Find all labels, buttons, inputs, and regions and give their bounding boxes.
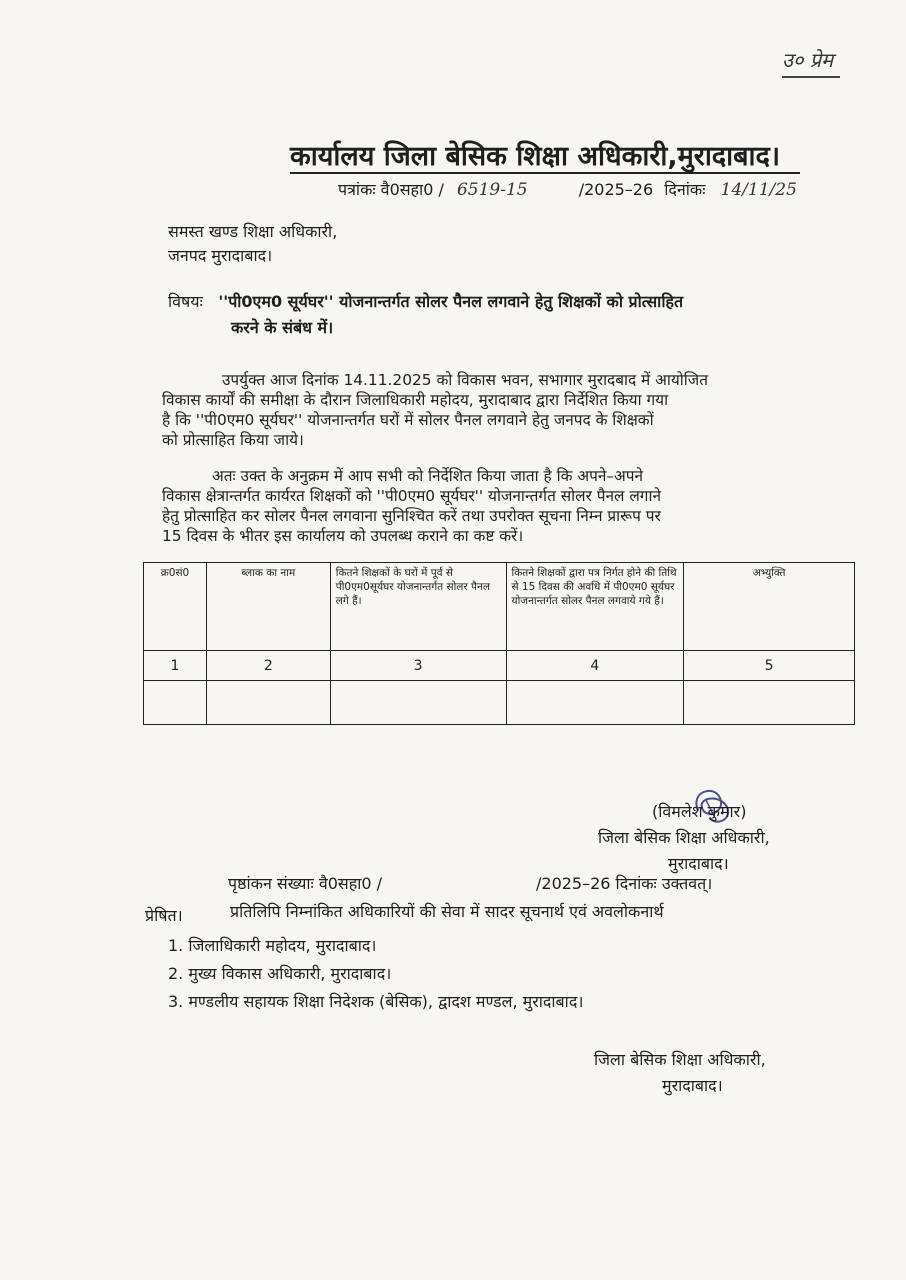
col-number: 3: [330, 651, 506, 681]
recipient-line-2: जनपद मुरादाबाद।: [168, 246, 273, 265]
endorsement-date: /2025–26 दिनांकः उक्तवत्।: [536, 874, 713, 893]
corner-note-underline: [782, 76, 840, 78]
signatory-designation: जिला बेसिक शिक्षा अधिकारी,: [598, 828, 770, 847]
signatory-place: मुरादाबाद।: [668, 854, 729, 873]
endorsement-number: पृष्ठांकन संख्याः वै0सहा0 /: [228, 874, 383, 893]
para1-line: विकास कार्यों की समीक्षा के दौरान जिलाधिकारी महोदय, मुरादाबाद द्वारा निर्देशित किया गया: [162, 391, 669, 409]
title-underline: [290, 172, 800, 174]
report-format-table: [143, 562, 855, 725]
date-handwritten: 14/11/25: [720, 180, 797, 200]
para2-line: हेतु प्रोत्साहित कर सोलर पैनल लगवाना सुनिश्चित करें तथा उपरोक्त सूचना निम्न प्रारूप पर: [162, 507, 661, 525]
header-new-panels: कितने शिक्षकों द्वारा पत्र निर्गत होने की तिथि से 15 दिवस की अवधि में पी0एम0 सूर्यघर योजनान्तर्गत सोलर पैनल लगवाये गये हैं।: [506, 563, 684, 651]
col-number: 1: [144, 651, 207, 681]
recipient-line-1: समस्त खण्ड शिक्षा अधिकारी,: [168, 222, 338, 241]
body-paragraph-1: [162, 370, 862, 450]
table-empty-row: [144, 681, 855, 725]
corner-handwritten-note: उ० प्रेम: [782, 48, 834, 72]
col-number: 2: [206, 651, 330, 681]
ref-number-handwritten: 6519-15: [456, 180, 528, 200]
para2-line: विकास क्षेत्रान्तर्गत कार्यरत शिक्षकों को ''पी0एम0 सूर्यघर'' योजनान्तर्गत सोलर पैनल लगाने: [162, 487, 661, 505]
subject-line-1: [168, 290, 683, 312]
date-label: दिनांकः: [664, 180, 706, 199]
copy-to-line-2: प्रेषित।: [145, 906, 183, 925]
para2-line: 15 दिवस के भीतर इस कार्यालय को उपलब्ध कराने का कष्ट करें।: [162, 527, 524, 545]
copy-to-line-1: प्रतिलिपि निम्नांकित अधिकारियों की सेवा में सादर सूचनार्थ एवं अवलोकनार्थ: [230, 902, 664, 921]
cc-list-item: 3. मण्डलीय सहायक शिक्षा निदेशक (बेसिक), द्वादश मण्डल, मुरादाबाद।: [168, 992, 584, 1011]
subject-text-1: ''पी0एम0 सूर्यघर'' योजनान्तर्गत सोलर पैनल लगवाने हेतु शिक्षकों को प्रोत्साहित: [218, 292, 684, 311]
header-remarks: अभ्युक्ति: [684, 563, 855, 651]
empty-cell: [330, 681, 506, 725]
para1-line: उपर्युक्त आज दिनांक 14.11.2025 को विकास भवन, सभागार मुरादबाद में आयोजित: [222, 371, 708, 389]
para2-line: अतः उक्त के अनुक्रम में आप सभी को निर्देशित किया जाता है कि अपने–अपने: [212, 467, 644, 485]
empty-cell: [506, 681, 684, 725]
reference-line: [338, 178, 797, 200]
empty-cell: [206, 681, 330, 725]
col-number: 4: [506, 651, 684, 681]
ref-year: /2025–26: [578, 180, 654, 199]
cc-list-item: 1. जिलाधिकारी महोदय, मुरादाबाद।: [168, 936, 377, 955]
cc-list-item: 2. मुख्य विकास अधिकारी, मुरादाबाद।: [168, 964, 392, 983]
footer-place: मुरादाबाद।: [662, 1076, 723, 1095]
empty-cell: [684, 681, 855, 725]
subject-line-2: करने के संबंध में।: [231, 318, 334, 337]
empty-cell: [144, 681, 207, 725]
header-serial-no: क्र0सं0: [144, 563, 207, 651]
header-existing-panels: कितने शिक्षकों के घरों में पूर्व से पी0एम0सूर्यघर योजनान्तर्गत सोलर पैनल लगे हैं।: [330, 563, 506, 651]
body-paragraph-2: [162, 466, 862, 546]
table-number-row: [144, 651, 855, 681]
office-title: कार्यालय जिला बेसिक शिक्षा अधिकारी,मुरादाबाद।: [290, 141, 781, 172]
col-number: 5: [684, 651, 855, 681]
subject-label: विषयः: [168, 292, 203, 311]
footer-designation: जिला बेसिक शिक्षा अधिकारी,: [594, 1050, 766, 1069]
table-header-row: [144, 563, 855, 651]
para1-line: को प्रोत्साहित किया जाये।: [162, 431, 304, 449]
para1-line: है कि ''पी0एम0 सूर्यघर'' योजनान्तर्गत घरों में सोलर पैनल लगवाने हेतु जनपद के शिक्षकों: [162, 411, 654, 429]
ref-prefix: पत्रांकः वै0सहा0 /: [338, 180, 444, 199]
header-block-name: ब्लाक का नाम: [206, 563, 330, 651]
signatory-name: (विमलेश कुमार): [652, 802, 747, 821]
